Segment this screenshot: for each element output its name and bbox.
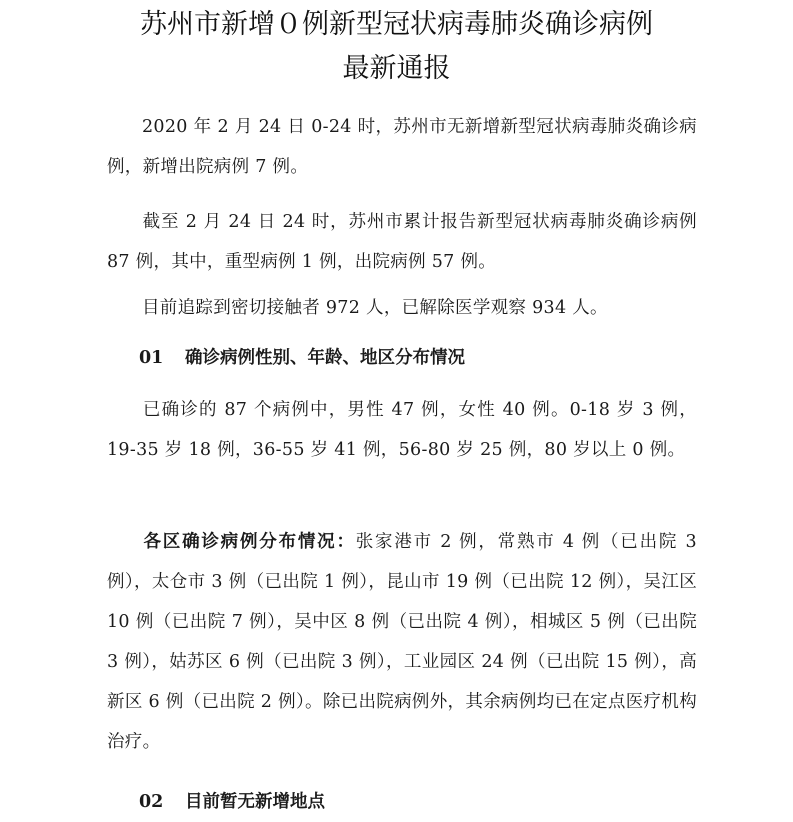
page-title-line2: 最新通报 bbox=[342, 53, 451, 84]
paragraph-new-cases bbox=[107, 107, 697, 187]
paragraph-demographics-text: 已确诊的 87 个病例中，男性 47 例，女性 40 例。0-18 岁 3 例，19-35 岁 18 例，36-55 岁 41 例，56-80 岁 25 例，80 岁以上 0 例。 bbox=[107, 400, 697, 460]
paragraph-district-distribution bbox=[107, 522, 697, 762]
section-heading-01 bbox=[139, 338, 465, 378]
paragraph-cumulative-cases bbox=[107, 202, 697, 282]
district-distribution-text: 张家港市 2 例，常熟市 4 例（已出院 3 例），太仓市 3 例（已出院 1 例），昆山市 19 例（已出院 12 例），吴江区 10 例（已出院 7 例），吴中区 8 例（已出院 4 例），相城区 5 例（已出院 3 例），姑苏区 6 例（已出院 3 例），工业园区 24 例（已出院 15 例），高新区 6 例（已出院 2 例）。除已出院病例外，其余病例均已在定点医疗机构治疗。 bbox=[107, 532, 697, 752]
section-title-01: 确诊病例性别、年龄、地区分布情况 bbox=[185, 348, 465, 368]
paragraph-cumulative-cases-text: 截至 2 月 24 日 24 时，苏州市累计报告新型冠状病毒肺炎确诊病例 87 例，其中，重型病例 1 例，出院病例 57 例。 bbox=[107, 212, 697, 272]
section-number-01: 01 bbox=[139, 348, 164, 368]
paragraph-close-contacts bbox=[107, 288, 697, 328]
section-heading-02 bbox=[139, 782, 325, 822]
section-number-02: 02 bbox=[139, 792, 164, 812]
section-title-02: 目前暂无新增地点 bbox=[185, 792, 325, 812]
paragraph-demographics bbox=[107, 390, 697, 470]
paragraph-new-cases-text: 2020 年 2 月 24 日 0-24 时，苏州市无新增新型冠状病毒肺炎确诊病例，新增出院病例 7 例。 bbox=[107, 117, 697, 177]
page-title-line1: 苏州市新增０例新型冠状病毒肺炎确诊病例 bbox=[140, 9, 653, 40]
paragraph-close-contacts-text: 目前追踪到密切接触者 972 人，已解除医学观察 934 人。 bbox=[142, 298, 608, 318]
district-distribution-label: 各区确诊病例分布情况： bbox=[142, 532, 356, 552]
